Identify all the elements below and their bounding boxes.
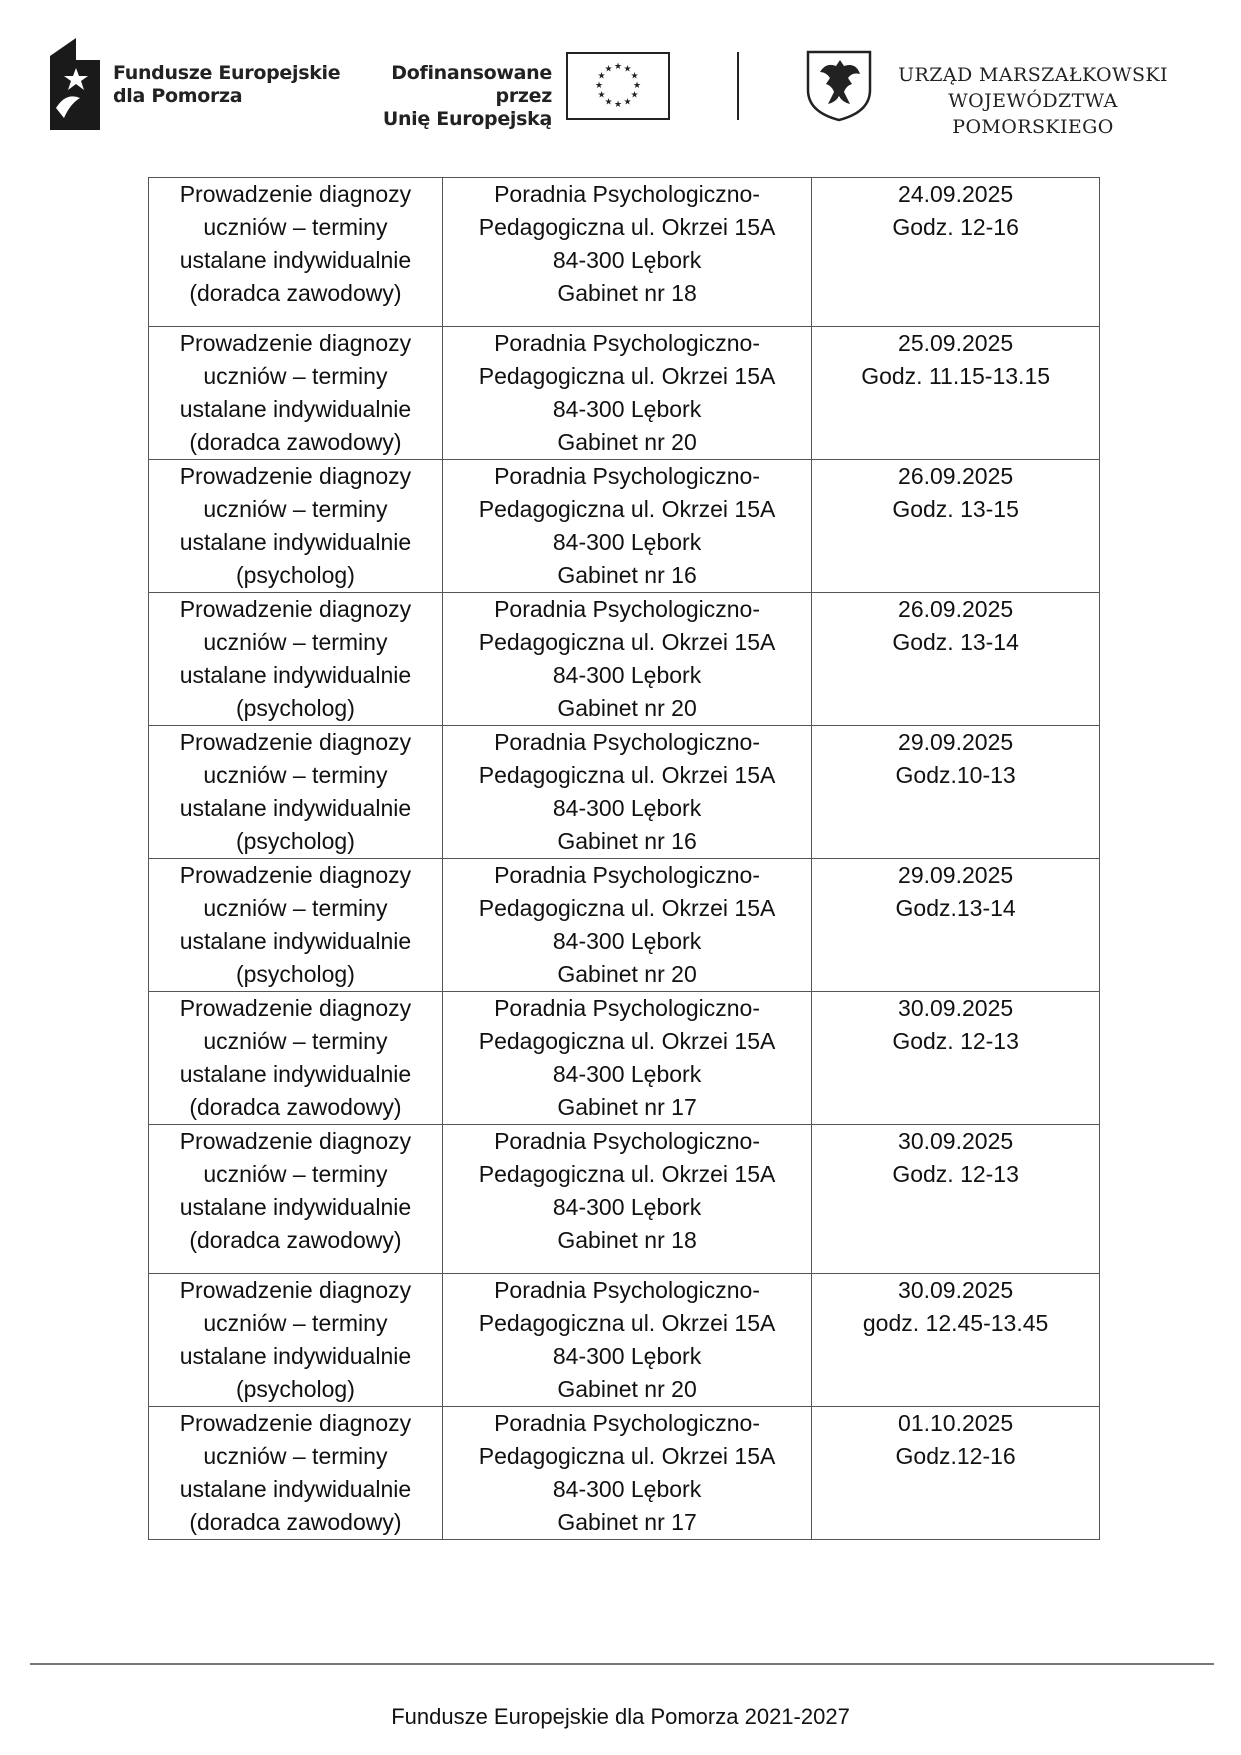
activity-cell-line: Prowadzenie diagnozy bbox=[179, 463, 412, 489]
activity-cell-line: (doradca zawodowy) bbox=[189, 429, 402, 455]
date-cell bbox=[812, 992, 1100, 1125]
place-cell-line: Pedagogiczna ul. Okrzei 15A bbox=[478, 214, 776, 240]
place-cell-line: 84-300 Lębork bbox=[552, 1194, 702, 1220]
fundusze-europejskie-logo-icon bbox=[50, 38, 100, 130]
activity-cell-line: (doradca zawodowy) bbox=[189, 1094, 402, 1120]
date-cell-line: 26.09.2025 bbox=[898, 596, 1014, 622]
date-cell-line: Godz.10-13 bbox=[895, 762, 1016, 788]
table-row bbox=[149, 593, 1100, 726]
place-cell-line: Gabinet nr 16 bbox=[557, 562, 697, 588]
place-cell-line: Poradnia Psychologiczno- bbox=[494, 729, 761, 755]
footer-text: Fundusze Europejskie dla Pomorza 2021-2027 bbox=[391, 1704, 850, 1729]
date-cell-line: Godz.12-16 bbox=[895, 1443, 1016, 1469]
activity-cell bbox=[149, 859, 443, 992]
place-cell bbox=[442, 859, 811, 992]
date-cell bbox=[812, 1125, 1100, 1274]
activity-cell-line: ustalane indywidualnie bbox=[179, 1194, 412, 1220]
place-cell-line: Gabinet nr 18 bbox=[557, 1227, 697, 1253]
table-row bbox=[149, 859, 1100, 992]
place-cell-line: Gabinet nr 17 bbox=[557, 1094, 697, 1120]
svg-text:★: ★ bbox=[604, 64, 613, 75]
activity-cell-line: Prowadzenie diagnozy bbox=[179, 181, 412, 207]
date-cell bbox=[812, 178, 1100, 327]
activity-cell bbox=[149, 178, 443, 327]
urzad-marszalkowski-text bbox=[878, 62, 1188, 140]
fe-logo-line2: dla Pomorza bbox=[113, 85, 243, 107]
date-cell-line: Godz. 11.15-13.15 bbox=[861, 363, 1051, 389]
activity-cell bbox=[149, 1125, 443, 1274]
activity-cell-line: ustalane indywidualnie bbox=[179, 1343, 412, 1369]
place-cell-line: Pedagogiczna ul. Okrzei 15A bbox=[478, 1161, 776, 1187]
place-cell-line: Poradnia Psychologiczno- bbox=[494, 330, 761, 356]
header-divider bbox=[737, 52, 739, 120]
schedule-table bbox=[148, 177, 1100, 1540]
svg-text:★: ★ bbox=[594, 81, 604, 91]
activity-cell-line: uczniów – terminy bbox=[203, 1161, 388, 1187]
date-cell-line: 29.09.2025 bbox=[898, 729, 1014, 755]
fe-logo-text bbox=[113, 62, 340, 108]
date-cell-line: 01.10.2025 bbox=[898, 1410, 1014, 1436]
activity-cell-line: (doradca zawodowy) bbox=[189, 280, 402, 306]
date-cell-line: 24.09.2025 bbox=[898, 181, 1014, 207]
svg-text:★: ★ bbox=[604, 97, 613, 108]
place-cell-line: Gabinet nr 18 bbox=[557, 280, 697, 306]
place-cell-line: Gabinet nr 16 bbox=[557, 828, 697, 854]
table-row bbox=[149, 1407, 1100, 1540]
place-cell-line: Poradnia Psychologiczno- bbox=[494, 1410, 761, 1436]
place-cell-line: Pedagogiczna ul. Okrzei 15A bbox=[478, 1443, 776, 1469]
place-cell-line: 84-300 Lębork bbox=[552, 247, 702, 273]
date-cell-line: 30.09.2025 bbox=[898, 1128, 1014, 1154]
activity-cell-line: ustalane indywidualnie bbox=[179, 795, 412, 821]
activity-cell-line: Prowadzenie diagnozy bbox=[179, 596, 412, 622]
place-cell-line: 84-300 Lębork bbox=[552, 795, 702, 821]
activity-cell-line: uczniów – terminy bbox=[203, 1443, 388, 1469]
activity-cell bbox=[149, 327, 443, 460]
eu-cofinanced-text bbox=[340, 62, 552, 131]
svg-text:★: ★ bbox=[632, 81, 642, 91]
place-cell-line: Poradnia Psychologiczno- bbox=[494, 1277, 761, 1303]
activity-cell-line: Prowadzenie diagnozy bbox=[179, 729, 412, 755]
activity-cell-line: (doradca zawodowy) bbox=[189, 1509, 402, 1535]
date-cell bbox=[812, 726, 1100, 859]
date-cell-line: Godz. 12-13 bbox=[892, 1161, 1019, 1187]
date-cell-line: 30.09.2025 bbox=[898, 995, 1014, 1021]
schedule-table-body bbox=[149, 178, 1100, 1540]
date-cell-line: Godz. 12-13 bbox=[892, 1028, 1019, 1054]
activity-cell-line: (psycholog) bbox=[235, 695, 355, 721]
place-cell-line: Pedagogiczna ul. Okrzei 15A bbox=[478, 762, 776, 788]
activity-cell bbox=[149, 1274, 443, 1407]
place-cell-line: Poradnia Psychologiczno- bbox=[494, 1128, 761, 1154]
date-cell bbox=[812, 593, 1100, 726]
place-cell-line: 84-300 Lębork bbox=[552, 529, 702, 555]
date-cell bbox=[812, 1407, 1100, 1540]
activity-cell-line: uczniów – terminy bbox=[203, 214, 388, 240]
footer-divider bbox=[30, 1663, 1214, 1665]
activity-cell-line: Prowadzenie diagnozy bbox=[179, 1277, 412, 1303]
table-row bbox=[149, 992, 1100, 1125]
place-cell-line: Poradnia Psychologiczno- bbox=[494, 596, 761, 622]
place-cell bbox=[442, 992, 811, 1125]
table-row bbox=[149, 1274, 1100, 1407]
activity-cell-line: uczniów – terminy bbox=[203, 363, 388, 389]
place-cell bbox=[442, 1274, 811, 1407]
svg-text:★: ★ bbox=[630, 71, 639, 82]
activity-cell-line: uczniów – terminy bbox=[203, 762, 388, 788]
place-cell-line: Pedagogiczna ul. Okrzei 15A bbox=[478, 1028, 776, 1054]
table-row bbox=[149, 1125, 1100, 1274]
date-cell-line: 29.09.2025 bbox=[898, 862, 1014, 888]
place-cell-line: Poradnia Psychologiczno- bbox=[494, 463, 761, 489]
activity-cell-line: Prowadzenie diagnozy bbox=[179, 1410, 412, 1436]
date-cell-line: Godz.13-14 bbox=[895, 895, 1016, 921]
place-cell bbox=[442, 593, 811, 726]
table-row bbox=[149, 726, 1100, 859]
svg-text:★: ★ bbox=[597, 71, 606, 82]
place-cell-line: Poradnia Psychologiczno- bbox=[494, 995, 761, 1021]
activity-cell-line: (psycholog) bbox=[235, 1376, 355, 1402]
place-cell-line: Pedagogiczna ul. Okrzei 15A bbox=[478, 496, 776, 522]
activity-cell-line: (psycholog) bbox=[235, 961, 355, 987]
eu-flag-icon bbox=[566, 52, 670, 120]
place-cell-line: Pedagogiczna ul. Okrzei 15A bbox=[478, 895, 776, 921]
svg-text:★: ★ bbox=[613, 62, 623, 72]
date-cell bbox=[812, 859, 1100, 992]
place-cell-line: Poradnia Psychologiczno- bbox=[494, 181, 761, 207]
activity-cell-line: (doradca zawodowy) bbox=[189, 1227, 402, 1253]
place-cell-line: 84-300 Lębork bbox=[552, 1343, 702, 1369]
place-cell bbox=[442, 178, 811, 327]
activity-cell-line: uczniów – terminy bbox=[203, 496, 388, 522]
place-cell-line: Gabinet nr 20 bbox=[557, 695, 697, 721]
activity-cell-line: Prowadzenie diagnozy bbox=[179, 330, 412, 356]
place-cell-line: 84-300 Lębork bbox=[552, 1476, 702, 1502]
activity-cell-line: ustalane indywidualnie bbox=[179, 529, 412, 555]
place-cell bbox=[442, 726, 811, 859]
place-cell-line: 84-300 Lębork bbox=[552, 396, 702, 422]
activity-cell-line: Prowadzenie diagnozy bbox=[179, 862, 412, 888]
activity-cell-line: ustalane indywidualnie bbox=[179, 928, 412, 954]
place-cell bbox=[442, 1125, 811, 1274]
activity-cell-line: ustalane indywidualnie bbox=[179, 662, 412, 688]
date-cell-line: godz. 12.45-13.45 bbox=[862, 1310, 1049, 1336]
activity-cell bbox=[149, 460, 443, 593]
place-cell-line: 84-300 Lębork bbox=[552, 662, 702, 688]
eu-line1: Dofinansowane przez bbox=[391, 62, 552, 107]
place-cell-line: Pedagogiczna ul. Okrzei 15A bbox=[478, 363, 776, 389]
activity-cell-line: Prowadzenie diagnozy bbox=[179, 995, 412, 1021]
place-cell-line: Poradnia Psychologiczno- bbox=[494, 862, 761, 888]
table-row bbox=[149, 178, 1100, 327]
svg-text:★: ★ bbox=[613, 100, 623, 110]
date-cell-line: 25.09.2025 bbox=[898, 330, 1014, 356]
urzad-line1: URZĄD MARSZAŁKOWSKI bbox=[898, 64, 1168, 86]
activity-cell-line: (psycholog) bbox=[235, 828, 355, 854]
place-cell-line: Pedagogiczna ul. Okrzei 15A bbox=[478, 629, 776, 655]
activity-cell-line: ustalane indywidualnie bbox=[179, 396, 412, 422]
activity-cell bbox=[149, 593, 443, 726]
pomorskie-crest-icon bbox=[806, 50, 872, 122]
table-row bbox=[149, 327, 1100, 460]
activity-cell bbox=[149, 726, 443, 859]
activity-cell-line: uczniów – terminy bbox=[203, 1028, 388, 1054]
activity-cell-line: (psycholog) bbox=[235, 562, 355, 588]
svg-text:★: ★ bbox=[597, 90, 606, 101]
date-cell bbox=[812, 460, 1100, 593]
date-cell-line: 30.09.2025 bbox=[898, 1277, 1014, 1303]
fe-logo-line1: Fundusze Europejskie bbox=[113, 62, 341, 84]
activity-cell-line: uczniów – terminy bbox=[203, 895, 388, 921]
activity-cell bbox=[149, 992, 443, 1125]
date-cell-line: 26.09.2025 bbox=[898, 463, 1014, 489]
place-cell-line: Gabinet nr 20 bbox=[557, 961, 697, 987]
urzad-line2: WOJEWÓDZTWA POMORSKIEGO bbox=[948, 90, 1118, 138]
date-cell bbox=[812, 327, 1100, 460]
date-cell-line: Godz. 13-14 bbox=[892, 629, 1019, 655]
place-cell-line: 84-300 Lębork bbox=[552, 928, 702, 954]
place-cell-line: Gabinet nr 20 bbox=[557, 1376, 697, 1402]
place-cell bbox=[442, 460, 811, 593]
place-cell bbox=[442, 1407, 811, 1540]
activity-cell-line: ustalane indywidualnie bbox=[179, 1476, 412, 1502]
activity-cell-line: ustalane indywidualnie bbox=[179, 1061, 412, 1087]
activity-cell-line: Prowadzenie diagnozy bbox=[179, 1128, 412, 1154]
place-cell-line: 84-300 Lębork bbox=[552, 1061, 702, 1087]
activity-cell-line: uczniów – terminy bbox=[203, 629, 388, 655]
date-cell-line: Godz. 12-16 bbox=[892, 214, 1019, 240]
table-row bbox=[149, 460, 1100, 593]
place-cell-line: Gabinet nr 20 bbox=[557, 429, 697, 455]
place-cell-line: Gabinet nr 17 bbox=[557, 1509, 697, 1535]
date-cell bbox=[812, 1274, 1100, 1407]
place-cell bbox=[442, 327, 811, 460]
page-header bbox=[0, 0, 1241, 140]
svg-text:★: ★ bbox=[623, 64, 632, 75]
date-cell-line: Godz. 13-15 bbox=[892, 496, 1019, 522]
svg-text:★: ★ bbox=[623, 97, 632, 108]
activity-cell-line: uczniów – terminy bbox=[203, 1310, 388, 1336]
place-cell-line: Pedagogiczna ul. Okrzei 15A bbox=[478, 1310, 776, 1336]
activity-cell-line: ustalane indywidualnie bbox=[179, 247, 412, 273]
eu-line2: Unię Europejską bbox=[382, 108, 552, 130]
svg-text:★: ★ bbox=[630, 90, 639, 101]
activity-cell bbox=[149, 1407, 443, 1540]
